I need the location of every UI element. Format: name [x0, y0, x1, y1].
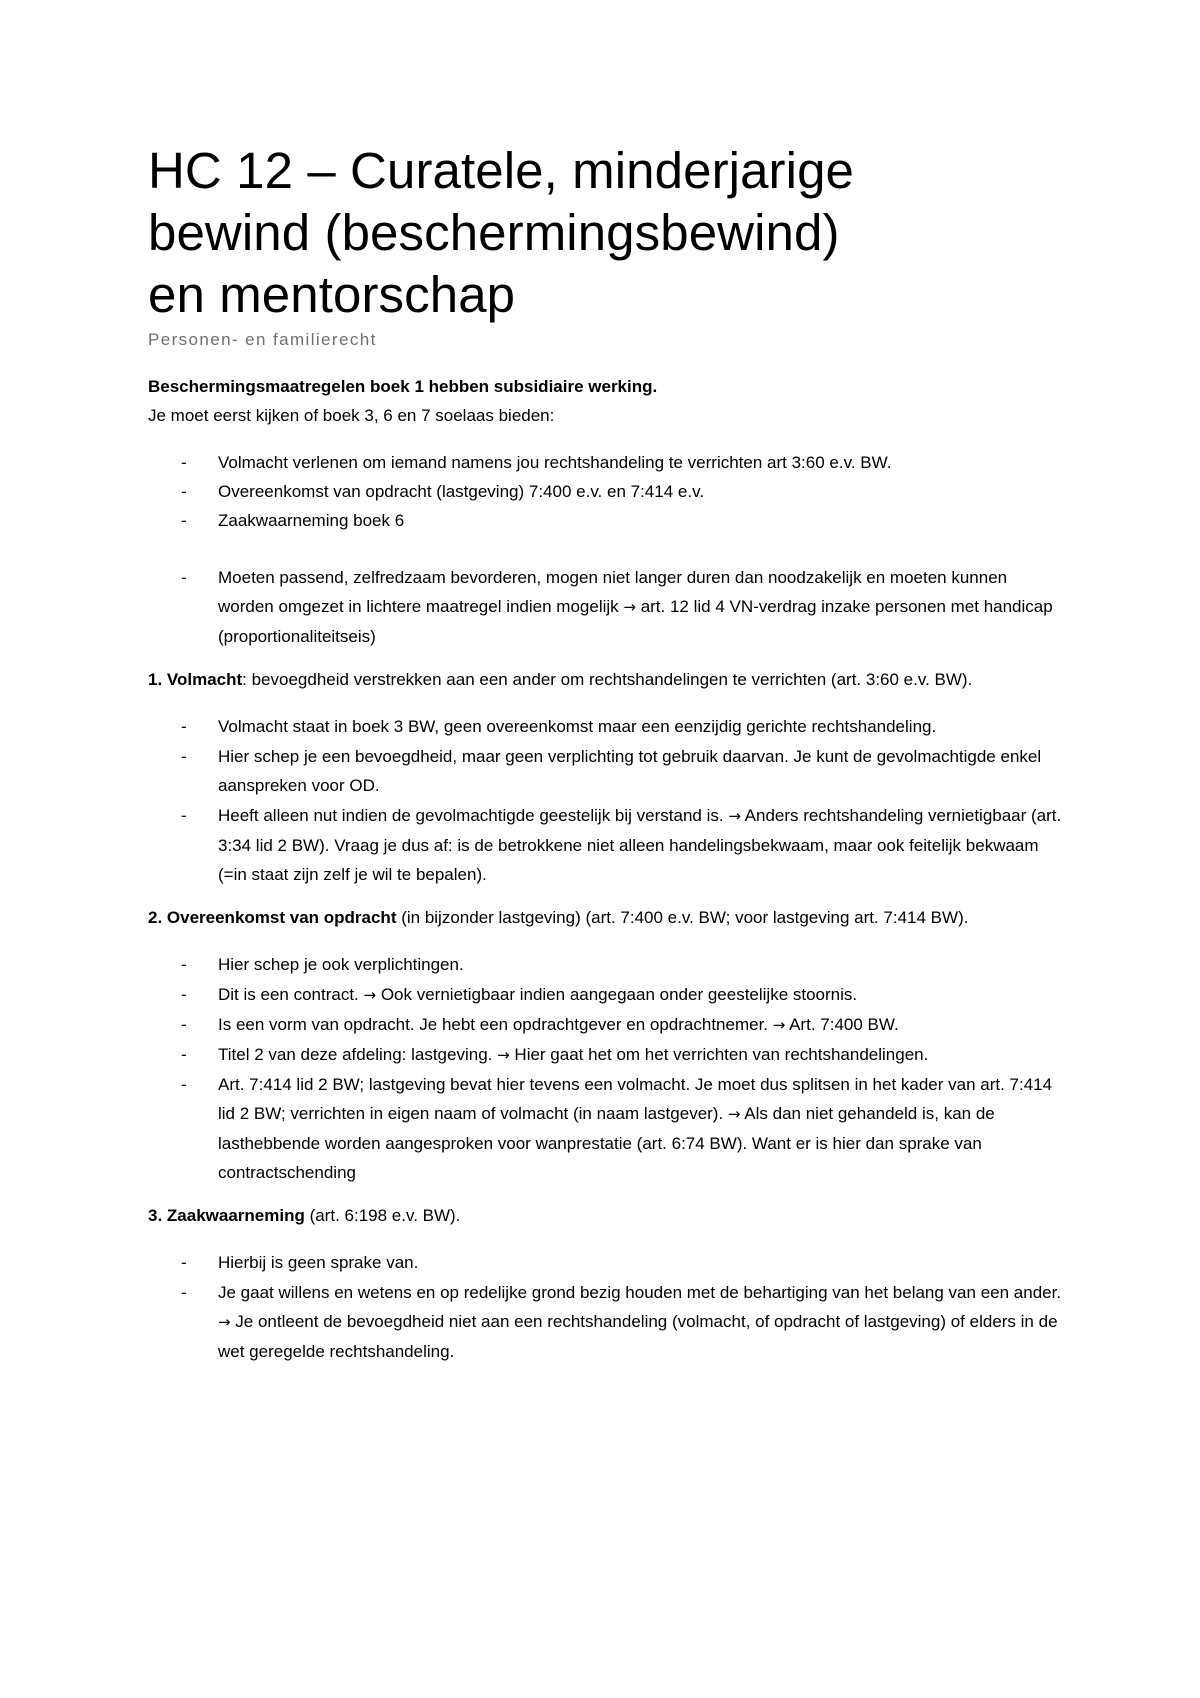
document-content — [148, 140, 1063, 1366]
item-text: Titel 2 van deze afdeling: lastgeving. — [218, 1045, 498, 1064]
section3-paragraph — [148, 1201, 1063, 1230]
item-text-cont: Anders rechtshandeling vernietigbaar (art. 3:34 lid 2 BW). Vraag je dus af: is de betrokkene niet alleen handelingsbekwaam, maar ook feitelijk bekwaam (=in staat zijn zelf je wil te bepalen). — [218, 806, 1062, 884]
item-text: Is een vorm van opdracht. Je hebt een opdrachtgever en opdrachtnemer. — [218, 1015, 773, 1034]
arrow-icon: → — [623, 598, 636, 616]
section3-text: (art. 6:198 e.v. BW). — [304, 1206, 461, 1225]
list-item — [148, 1278, 1063, 1366]
arrow-icon: → — [218, 1313, 231, 1331]
section3-list — [148, 1248, 1063, 1366]
list-item — [148, 712, 1063, 742]
section3-heading: 3. Zaakwaarneming — [148, 1206, 305, 1225]
item-text: Heeft alleen nut indien de gevolmachtigde geestelijk bij verstand is. — [218, 806, 729, 825]
title-line-1: HC 12 – Curatele, minderjarige — [148, 142, 854, 199]
item-text-cont: Ook vernietigbaar indien aangegaan onder geestelijke stoornis. — [376, 985, 858, 1004]
list-item: - Volmacht verlenen om iemand namens jou rechtshandeling te verrichten art 3:60 e.v. BW. — [148, 448, 1063, 477]
section2-heading: 2. Overeenkomst van opdracht — [148, 908, 397, 927]
section1-text: : bevoegdheid verstrekken aan een ander om rechtshandelingen te verrichten (art. 3:60 e.v. BW). — [242, 670, 973, 689]
item-text: Je gaat willens en wetens en op redelijke grond bezig houden met de behartiging van het belang van een ander. — [218, 1283, 1062, 1302]
arrow-icon: → — [497, 1046, 510, 1064]
item-text: Dit is een contract. — [218, 985, 364, 1004]
intro-text: Je moet eerst kijken of boek 3, 6 en 7 soelaas bieden: — [148, 406, 555, 425]
list-item — [148, 1010, 1063, 1040]
arrow-icon: → — [363, 986, 377, 1004]
subtitle: Personen- en familierecht — [148, 330, 377, 349]
list-item — [148, 1040, 1063, 1070]
section1-list — [148, 712, 1063, 889]
section2-text: (in bijzonder lastgeving) (art. 7:400 e.v. BW; voor lastgeving art. 7:414 BW). — [396, 908, 969, 927]
section2-paragraph — [148, 903, 1063, 932]
item-text: Hierbij is geen sprake van. — [218, 1253, 419, 1272]
intro-bold-text: Beschermingsmaatregelen boek 1 hebben subsidiaire werking. — [148, 377, 658, 396]
title-line-2: bewind (beschermingsbewind) — [148, 204, 840, 261]
item-text: Moeten passend, zelfredzaam bevorderen, mogen niet langer duren dan noodzakelijk en moeten kunnen worden omgezet in lichtere maatregel indien mogelijk — [218, 568, 1008, 616]
item-text-cont: Als dan niet gehandeld is, kan de lasthebbende worden aangesproken voor wanprestatie (art. 6:74 BW). Want er is hier dan sprake van contractschending — [218, 1104, 995, 1182]
list-item — [148, 1248, 1063, 1278]
section1-heading: 1. Volmacht — [148, 670, 243, 689]
list-item — [148, 742, 1063, 801]
list-item — [148, 563, 1063, 651]
item-text: Hier schep je ook verplichtingen. — [218, 955, 464, 974]
item-text-cont: Hier gaat het om het verrichten van rechtshandelingen. — [509, 1045, 929, 1064]
list-item: - Zaakwaarneming boek 6 — [148, 506, 1063, 535]
item-text-cont: Art. 7:400 BW. — [785, 1015, 899, 1034]
intro-bold — [148, 372, 1063, 401]
item-text-cont: art. 12 lid 4 VN-verdrag inzake personen met handicap (proportionaliteitseis) — [218, 597, 1053, 646]
list-item — [148, 950, 1063, 980]
intro-list — [148, 448, 1063, 535]
list-item — [148, 1070, 1063, 1187]
intro-list-2 — [148, 563, 1063, 651]
item-text: Hier schep je een bevoegdheid, maar geen verplichting tot gebruik daarvan. Je kunt de gevolmachtigde enkel aanspreken voor OD. — [218, 747, 1042, 795]
page-title — [148, 140, 1063, 326]
section2-list — [148, 950, 1063, 1187]
arrow-icon: → — [772, 1016, 786, 1034]
item-text-cont: Je ontleent de bevoegdheid niet aan een rechtshandeling (volmacht, of opdracht of lastgeving) of elders in de wet geregelde rechtshandeling. — [218, 1312, 1058, 1361]
list-item: - Overeenkomst van opdracht (lastgeving) 7:400 e.v. en 7:414 e.v. — [148, 477, 1063, 506]
list-item — [148, 801, 1063, 889]
spacer — [148, 535, 1063, 563]
title-line-3: en mentorschap — [148, 266, 516, 323]
arrow-icon: → — [727, 1105, 741, 1123]
arrow-icon: → — [728, 807, 741, 825]
item-text: Volmacht staat in boek 3 BW, geen overeenkomst maar een eenzijdig gerichte rechtshandeling. — [218, 717, 937, 736]
item-text: Art. 7:414 lid 2 BW; lastgeving bevat hier tevens een volmacht. Je moet dus splitsen in het kader van art. 7:414 lid 2 BW; verrichten in eigen naam of volmacht (in naam lastgever). — [218, 1075, 1053, 1123]
section1-paragraph — [148, 665, 1063, 694]
list-item — [148, 980, 1063, 1010]
